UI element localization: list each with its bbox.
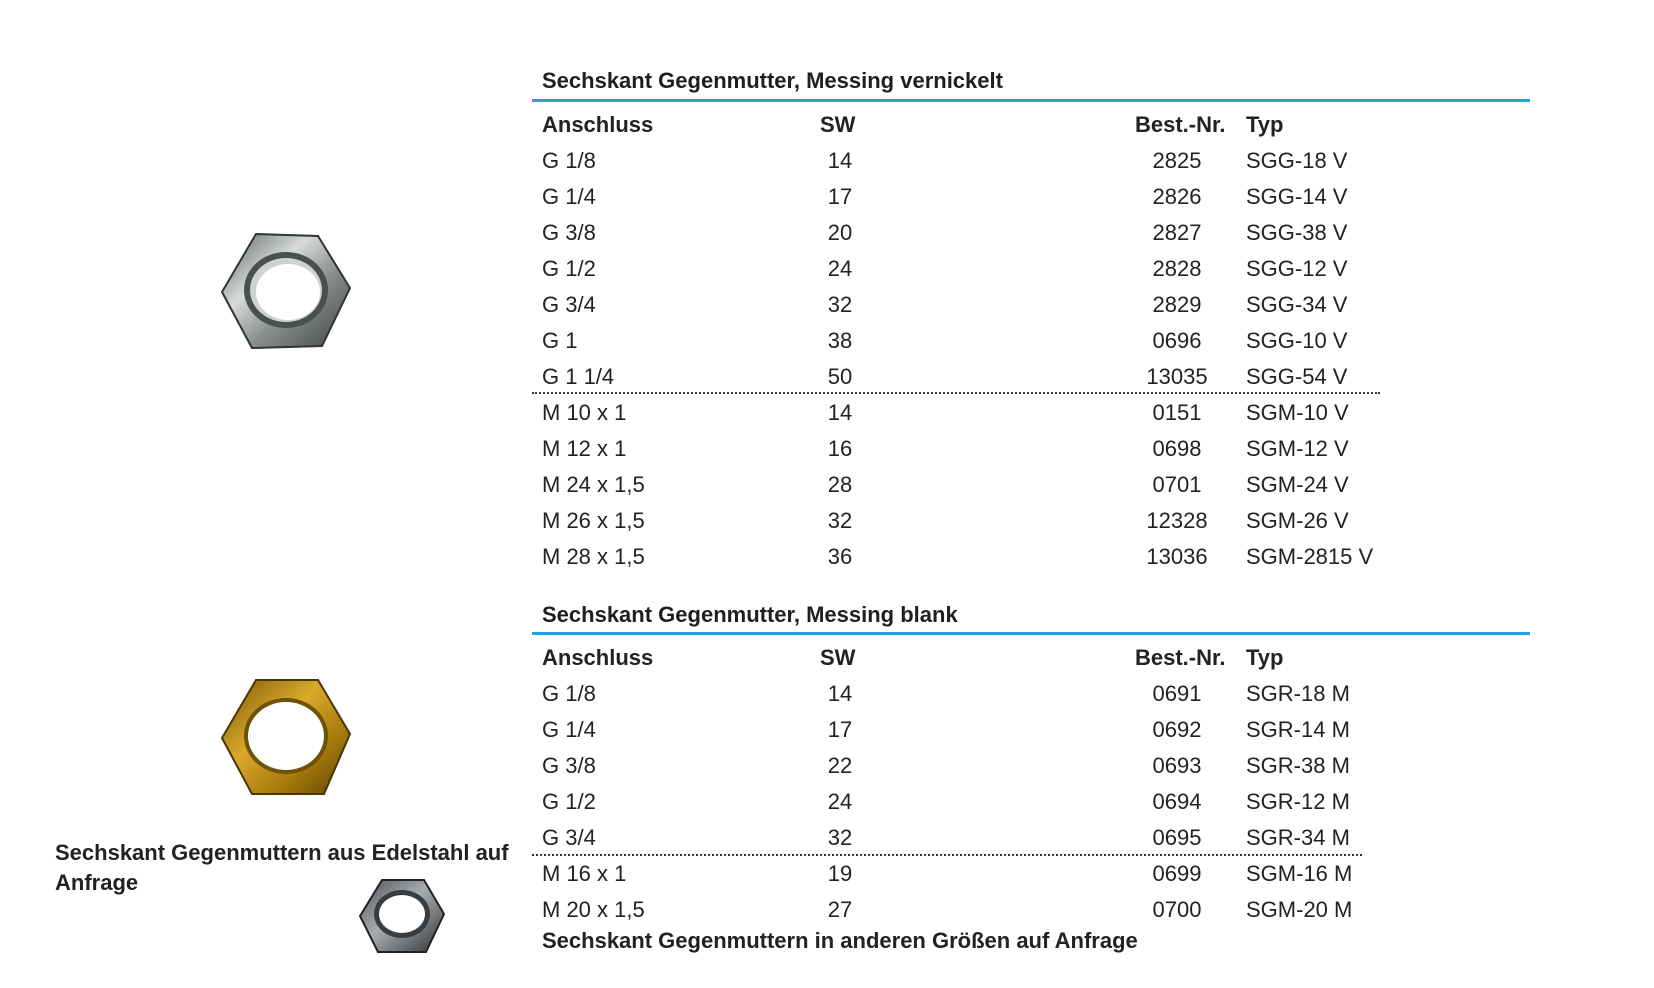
table-row — [542, 717, 1442, 753]
cell-anschluss: M 10 x 1 — [542, 400, 627, 425]
cell-best-nr: 2828 — [1152, 256, 1202, 281]
table-row — [542, 220, 1442, 256]
cell-best-nr: 12328 — [1146, 508, 1208, 533]
cell-best-nr: 0691 — [1152, 681, 1202, 706]
section-title-vernickelt: Sechskant Gegenmutter, Messing vernickelt — [542, 68, 1003, 93]
cell-best-nr: 2827 — [1152, 220, 1202, 245]
cell-sw: 14 — [827, 400, 853, 425]
cell-typ: SGG-14 V — [1246, 184, 1348, 209]
table-row — [542, 328, 1442, 364]
header-typ: Typ — [1246, 645, 1284, 670]
accent-rule — [532, 632, 1530, 635]
cell-anschluss: M 28 x 1,5 — [542, 544, 645, 569]
cell-sw: 22 — [827, 753, 853, 778]
table-row — [542, 508, 1442, 544]
cell-sw: 32 — [827, 825, 853, 850]
cell-typ: SGM-10 V — [1246, 400, 1349, 425]
table-row — [542, 472, 1442, 508]
cell-typ: SGM-20 M — [1246, 897, 1353, 922]
cell-best-nr: 0696 — [1152, 328, 1202, 353]
cell-typ: SGR-34 M — [1246, 825, 1350, 850]
cell-best-nr: 2825 — [1152, 148, 1202, 173]
table-row — [542, 681, 1442, 717]
table-row — [542, 436, 1442, 472]
header-sw: SW — [820, 112, 856, 137]
table-row — [542, 184, 1442, 220]
cell-sw: 17 — [827, 717, 853, 742]
cell-typ: SGM-24 V — [1246, 472, 1349, 497]
cell-sw: 24 — [827, 789, 853, 814]
cell-sw: 38 — [827, 328, 853, 353]
cell-best-nr: 0694 — [1152, 789, 1202, 814]
table-row — [542, 364, 1442, 400]
cell-anschluss: G 3/8 — [542, 753, 596, 778]
cell-typ: SGM-2815 V — [1246, 544, 1374, 569]
cell-sw: 28 — [827, 472, 853, 497]
dotted-separator — [532, 392, 1380, 394]
cell-anschluss: M 26 x 1,5 — [542, 508, 645, 533]
cell-typ: SGG-12 V — [1246, 256, 1348, 281]
cell-typ: SGR-14 M — [1246, 717, 1350, 742]
cell-sw: 16 — [827, 436, 853, 461]
cell-best-nr: 2829 — [1152, 292, 1202, 317]
cell-typ: SGG-18 V — [1246, 148, 1348, 173]
cell-sw: 17 — [827, 184, 853, 209]
cell-best-nr: 0701 — [1152, 472, 1202, 497]
table-row — [542, 148, 1442, 184]
cell-sw: 20 — [827, 220, 853, 245]
cell-anschluss: G 1/4 — [542, 184, 596, 209]
footer-note: Sechskant Gegenmuttern in anderen Größen auf Anfrage — [542, 928, 1138, 953]
cell-typ: SGM-12 V — [1246, 436, 1349, 461]
cell-best-nr: 0151 — [1152, 400, 1202, 425]
cell-best-nr: 0695 — [1152, 825, 1202, 850]
cell-sw: 14 — [827, 681, 853, 706]
cell-anschluss: G 1/4 — [542, 717, 596, 742]
cell-anschluss: M 12 x 1 — [542, 436, 627, 461]
cell-sw: 27 — [827, 897, 853, 922]
cell-anschluss: G 1 — [542, 328, 578, 353]
cell-best-nr: 0692 — [1152, 717, 1202, 742]
table-row — [542, 292, 1442, 328]
table-header — [542, 645, 1442, 681]
header-typ: Typ — [1246, 112, 1284, 137]
cell-anschluss: G 1 1/4 — [542, 364, 615, 389]
header-anschluss: Anschluss — [542, 645, 654, 670]
cell-sw: 50 — [827, 364, 853, 389]
cell-typ: SGR-38 M — [1246, 753, 1350, 778]
header-best-nr: Best.-Nr. — [1135, 645, 1226, 670]
section-title-blank: Sechskant Gegenmutter, Messing blank — [542, 602, 958, 627]
cell-best-nr: 2826 — [1152, 184, 1202, 209]
cell-typ: SGM-26 V — [1246, 508, 1349, 533]
cell-anschluss: G 3/8 — [542, 220, 596, 245]
table-header — [542, 112, 1442, 148]
cell-best-nr: 0700 — [1152, 897, 1202, 922]
brass-nut-image — [218, 676, 354, 800]
nickel-nut-image — [218, 230, 354, 354]
side-note: Sechskant Gegenmuttern aus Edelstahl auf Anfrage — [55, 840, 509, 895]
header-anschluss: Anschluss — [542, 112, 654, 137]
cell-sw: 36 — [827, 544, 853, 569]
accent-rule — [532, 99, 1530, 102]
cell-best-nr: 0699 — [1152, 861, 1202, 886]
cell-typ: SGG-38 V — [1246, 220, 1348, 245]
cell-anschluss: G 1/2 — [542, 256, 596, 281]
header-sw: SW — [820, 645, 856, 670]
cell-sw: 32 — [827, 508, 853, 533]
cell-anschluss: G 3/4 — [542, 292, 596, 317]
table-row — [542, 544, 1442, 580]
table-row — [542, 256, 1442, 292]
dotted-separator — [532, 854, 1362, 856]
table-row — [542, 789, 1442, 825]
cell-best-nr: 0693 — [1152, 753, 1202, 778]
table-row — [542, 753, 1442, 789]
cell-anschluss: M 20 x 1,5 — [542, 897, 645, 922]
header-best-nr: Best.-Nr. — [1135, 112, 1226, 137]
cell-best-nr: 13036 — [1146, 544, 1208, 569]
cell-typ: SGR-18 M — [1246, 681, 1350, 706]
cell-anschluss: G 1/8 — [542, 681, 596, 706]
cell-typ: SGG-10 V — [1246, 328, 1348, 353]
cell-sw: 32 — [827, 292, 853, 317]
cell-typ: SGR-12 M — [1246, 789, 1350, 814]
table-row — [542, 400, 1442, 436]
table-row — [542, 861, 1442, 897]
cell-best-nr: 0698 — [1152, 436, 1202, 461]
cell-sw: 19 — [827, 861, 853, 886]
cell-best-nr: 13035 — [1146, 364, 1208, 389]
cell-sw: 24 — [827, 256, 853, 281]
cell-typ: SGG-34 V — [1246, 292, 1348, 317]
cell-typ: SGM-16 M — [1246, 861, 1353, 886]
cell-anschluss: M 24 x 1,5 — [542, 472, 645, 497]
cell-typ: SGG-54 V — [1246, 364, 1348, 389]
cell-sw: 14 — [827, 148, 853, 173]
cell-anschluss: M 16 x 1 — [542, 861, 627, 886]
cell-anschluss: G 1/2 — [542, 789, 596, 814]
cell-anschluss: G 3/4 — [542, 825, 596, 850]
cell-anschluss: G 1/8 — [542, 148, 596, 173]
